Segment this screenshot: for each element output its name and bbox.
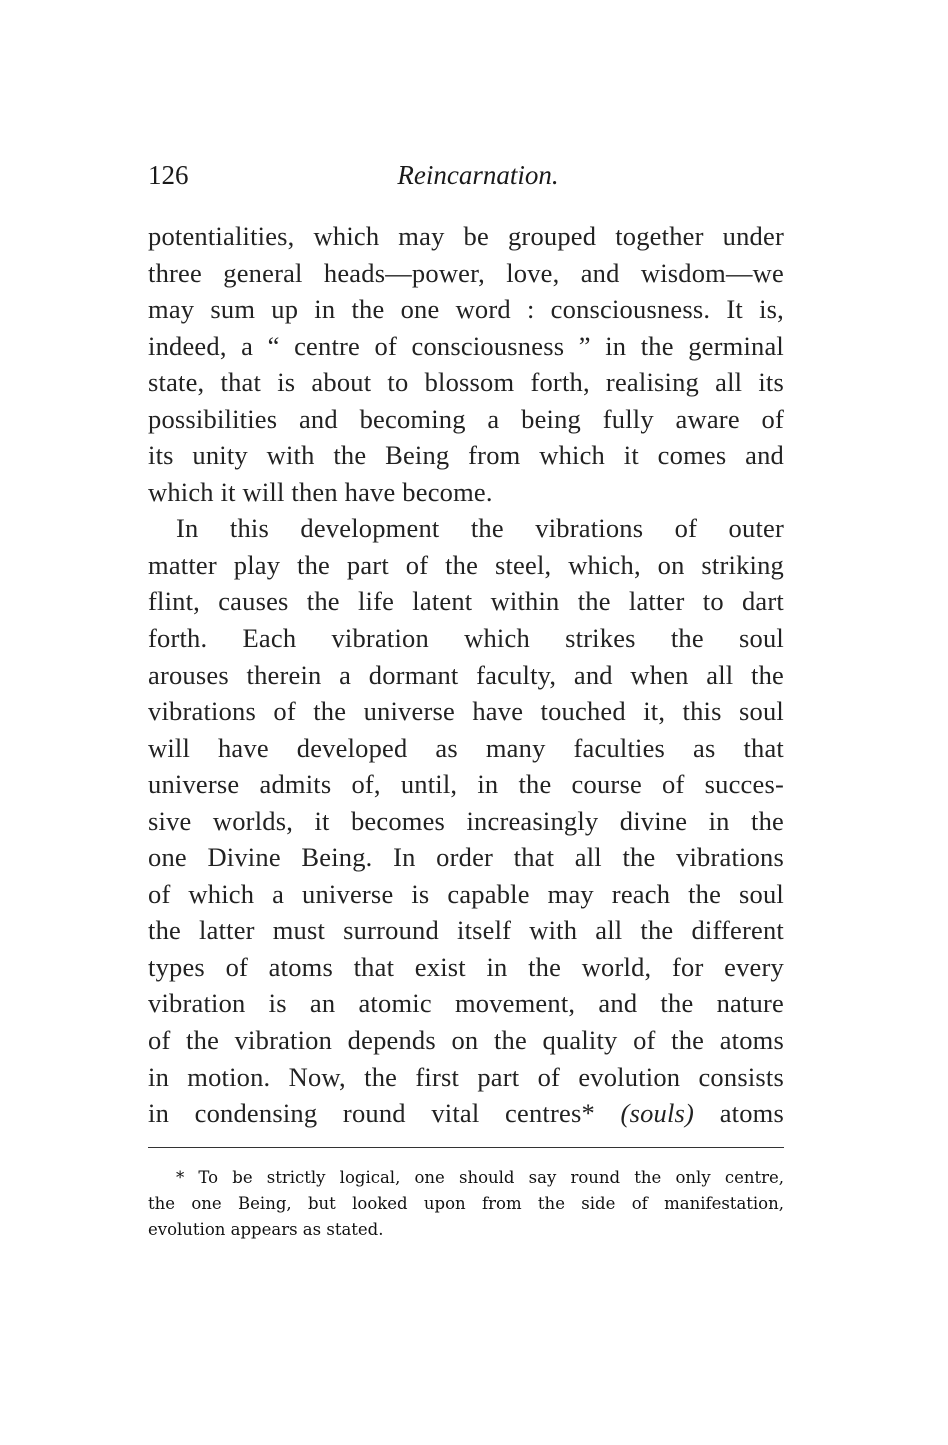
text-line: state, that is about to blossom forth, realising all its: [148, 367, 784, 398]
text-line: vibrations of the universe have touched it, this soul: [148, 696, 784, 727]
text-line: potentialities, which may be grouped together under: [148, 221, 784, 251]
text-line: which it will then have become.: [148, 476, 493, 507]
text-line: of the vibration depends on the quality of the atoms: [148, 1025, 784, 1056]
text-line: indeed, a “ centre of consciousness ” in the germinal: [148, 330, 784, 361]
text-line: sive worlds, it becomes increasingly divine in the: [148, 805, 784, 836]
page-number: 126: [148, 160, 189, 190]
text-line: flint, causes the life latent within the latter to dart: [148, 586, 784, 617]
footnote-line: evolution appears as stated.: [148, 1220, 384, 1239]
text-line: universe admits of, until, in the course of succes-: [148, 769, 784, 800]
running-title: Reincarnation.: [397, 160, 559, 190]
body-text: [148, 218, 784, 1132]
text-line: in condensing round vital centres* (souls) atoms: [148, 1098, 784, 1129]
text-line: may sum up in the one word : consciousness. It is,: [148, 294, 784, 325]
text-line: forth. Each vibration which strikes the soul: [148, 623, 784, 654]
text-line: In this development the vibrations of outer: [176, 513, 784, 544]
text-line: of which a universe is capable may reach the soul: [148, 878, 784, 909]
text-line: in motion. Now, the first part of evolution consists: [148, 1061, 784, 1092]
text-line: types of atoms that exist in the world, for every: [148, 951, 784, 982]
text-line: matter play the part of the steel, which, on striking: [148, 549, 784, 580]
text-line: its unity with the Being from which it comes and: [148, 440, 784, 471]
footnote-line: * To be strictly logical, one should say round the only centre,: [176, 1168, 784, 1187]
text-line: will have developed as many faculties as that: [148, 732, 784, 763]
footnote-line: the one Being, but looked upon from the side of manifestation,: [148, 1194, 784, 1213]
footnote-divider: [148, 1147, 784, 1148]
text-line: arouses therein a dormant faculty, and when all the: [148, 659, 784, 690]
text-line: possibilities and becoming a being fully aware of: [148, 403, 784, 434]
footnote: [148, 1165, 784, 1243]
text-line: the latter must surround itself with all the different: [148, 915, 784, 946]
text-line: one Divine Being. In order that all the vibrations: [148, 842, 784, 873]
text-line: vibration is an atomic movement, and the nature: [148, 988, 784, 1019]
text-line: three general heads—power, love, and wisdom—we: [148, 257, 784, 288]
